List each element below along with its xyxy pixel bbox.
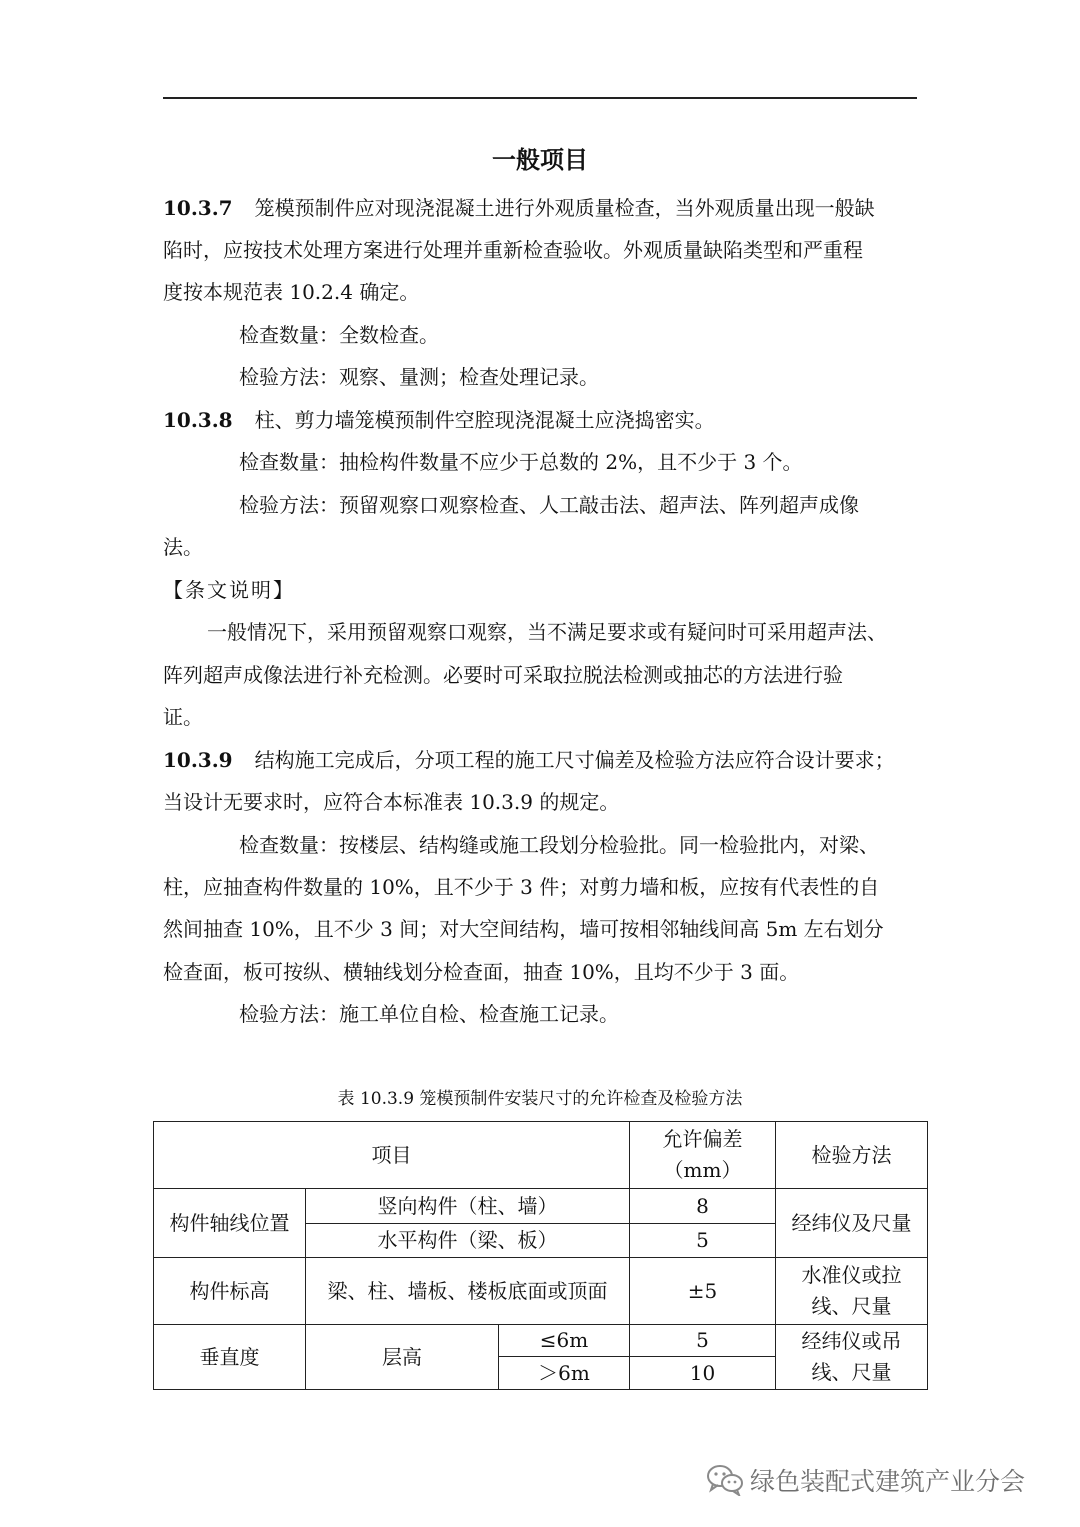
table-row xyxy=(154,1189,928,1224)
elevation-description: 梁、柱、墙板、楼板底面或顶面 xyxy=(306,1258,630,1325)
table-header-row xyxy=(154,1122,928,1189)
tolerance-table xyxy=(153,1121,928,1390)
range-gt-6m-tolerance: 10 xyxy=(630,1357,776,1390)
clause-number: 10.3.9 xyxy=(163,748,233,772)
header-tolerance: 允许偏差 （mm） xyxy=(630,1122,776,1189)
clause-10-3-9-quantity-2: 柱，应抽查构件数量的 10%，且不少于 3 件；对剪力墙和板，应按有代表性的自 xyxy=(163,875,880,899)
clause-number: 10.3.7 xyxy=(163,196,233,220)
clause-10-3-7-quantity: 检查数量：全数检查。 xyxy=(239,323,439,347)
header-method: 检验方法 xyxy=(776,1122,928,1189)
vertical-member: 竖向构件（柱、墙） xyxy=(306,1189,630,1224)
table-row xyxy=(154,1258,928,1325)
table-row xyxy=(154,1325,928,1357)
watermark xyxy=(706,1458,1025,1502)
clause-10-3-8-method-1: 检验方法：预留观察口观察检查、人工敲击法、超声法、阵列超声成像 xyxy=(239,493,859,517)
clause-10-3-8-method-2: 法。 xyxy=(163,535,203,559)
watermark-text: 绿色装配式建筑产业分会 xyxy=(750,1467,1026,1496)
horizontal-member-tolerance: 5 xyxy=(630,1224,776,1258)
clause-10-3-8-quantity: 检查数量：抽检构件数量不应少于总数的 2%，且不少于 3 个。 xyxy=(239,450,803,474)
clause-10-3-9-quantity-4: 检查面，板可按纵、横轴线划分检查面，抽查 10%，且均不少于 3 面。 xyxy=(163,960,800,984)
range-le-6m: ≤6m xyxy=(499,1325,630,1357)
explanation-line-2: 阵列超声成像法进行补充检测。必要时可采取拉脱法检测或抽芯的方法进行验 xyxy=(163,663,843,687)
explanation-heading: 【条文说明】 xyxy=(163,578,295,602)
clause-10-3-9-method: 检验方法：施工单位自检、检查施工记录。 xyxy=(239,1002,619,1026)
clause-10-3-7-line-1: 10.3.7 笼模预制件应对现浇混凝土进行外观质量检查，当外观质量出现一般缺 xyxy=(163,196,875,220)
table-caption: 表 10.3.9 笼模预制件安装尺寸的允许检查及检验方法 xyxy=(337,1089,743,1109)
verticality-method: 经纬仪或吊 线、尺量 xyxy=(776,1325,928,1390)
explanation-line-3: 证。 xyxy=(163,705,203,729)
range-le-6m-tolerance: 5 xyxy=(630,1325,776,1357)
elevation-method: 水准仪或拉 线、尺量 xyxy=(776,1258,928,1325)
elevation-label: 构件标高 xyxy=(154,1258,306,1325)
wechat-icon xyxy=(706,1464,744,1496)
axis-position-method: 经纬仪及尺量 xyxy=(776,1189,928,1258)
elevation-tolerance: ±5 xyxy=(630,1258,776,1325)
verticality-label: 垂直度 xyxy=(154,1325,306,1390)
axis-position-label: 构件轴线位置 xyxy=(154,1189,306,1258)
storey-height-label: 层高 xyxy=(306,1325,499,1390)
clause-10-3-8-line-1: 10.3.8 柱、剪力墙笼模预制件空腔现浇混凝土应浇捣密实。 xyxy=(163,408,715,432)
vertical-member-tolerance: 8 xyxy=(630,1189,776,1224)
header-item: 项目 xyxy=(154,1122,630,1189)
clause-number: 10.3.8 xyxy=(163,408,233,432)
header-rule xyxy=(163,97,917,99)
clause-10-3-9-quantity-3: 然间抽查 10%，且不少 3 间；对大空间结构，墙可按相邻轴线间高 5m 左右划分 xyxy=(163,917,884,941)
clause-10-3-9-line-2: 当设计无要求时，应符合本标准表 10.3.9 的规定。 xyxy=(163,790,620,814)
clause-10-3-9-line-1: 10.3.9 结构施工完成后，分项工程的施工尺寸偏差及检验方法应符合设计要求； xyxy=(163,748,895,772)
clause-10-3-9-quantity-1: 检查数量：按楼层、结构缝或施工段划分检验批。同一检验批内，对梁、 xyxy=(239,833,879,857)
section-heading: 一般项目 xyxy=(492,145,588,174)
range-gt-6m: ＞6m xyxy=(499,1357,630,1390)
clause-10-3-7-line-2: 陷时，应按技术处理方案进行处理并重新检查验收。外观质量缺陷类型和严重程 xyxy=(163,238,863,262)
clause-10-3-7-method: 检验方法：观察、量测；检查处理记录。 xyxy=(239,365,599,389)
explanation-line-1: 一般情况下，采用预留观察口观察，当不满足要求或有疑问时可采用超声法、 xyxy=(207,620,887,644)
clause-10-3-7-line-3: 度按本规范表 10.2.4 确定。 xyxy=(163,280,420,304)
horizontal-member: 水平构件（梁、板） xyxy=(306,1224,630,1258)
